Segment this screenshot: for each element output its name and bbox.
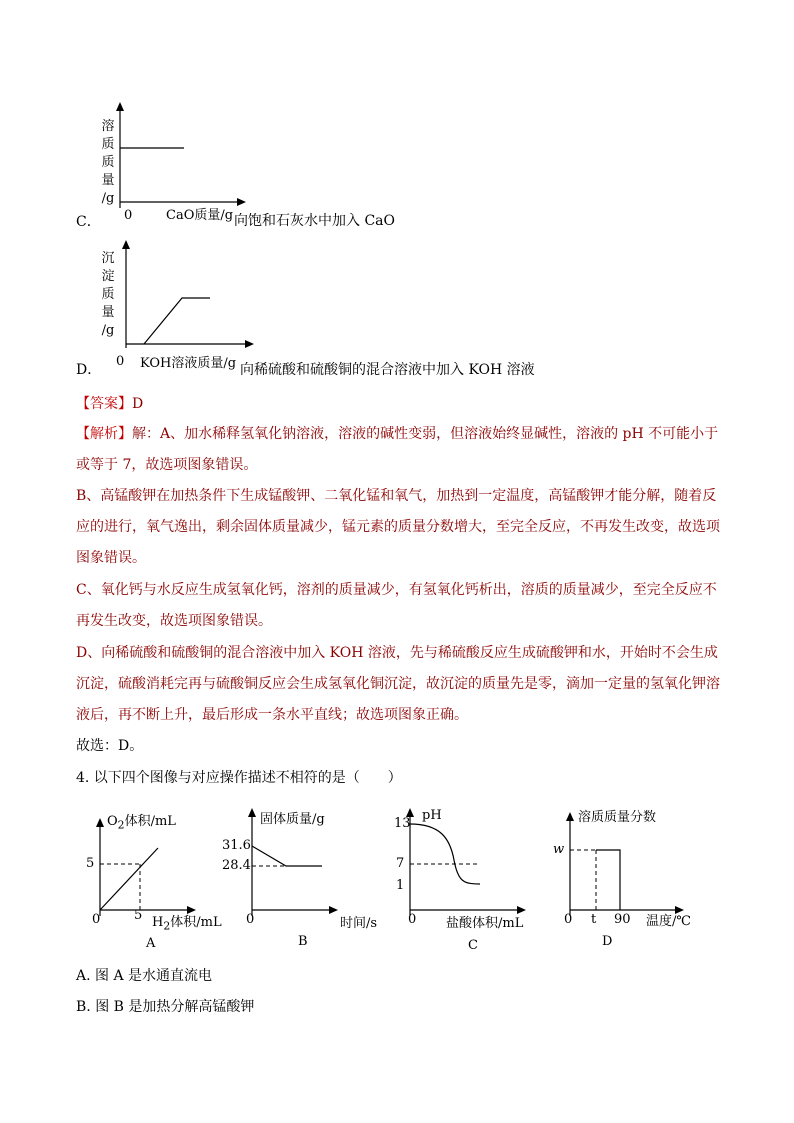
analysis-conclusion: 故选：D。 <box>76 738 144 754</box>
question-4-option-a: A. 图 A 是水通直流电 <box>76 968 213 984</box>
graph-c-caption: C <box>468 938 478 953</box>
graph-c-axes <box>400 808 530 918</box>
graph-c-ytick-7: 7 <box>396 856 405 871</box>
graph-b-ytick-high: 31.6 <box>222 838 251 853</box>
ylabel-char: 质 <box>101 137 115 152</box>
graph-a-xlabel <box>152 911 222 933</box>
answer-tag: 【答案】 <box>76 396 132 412</box>
y-axis-arrow <box>566 812 574 821</box>
ylabel-char: 沉 <box>101 251 115 266</box>
option-d-ylabel <box>100 250 116 340</box>
graph-d-ylabel: 溶质质量分数 <box>578 810 657 825</box>
xlabel-sub: 2 <box>163 919 171 933</box>
graph-a-ytick: 5 <box>86 856 95 871</box>
analysis-p1 <box>76 419 722 481</box>
answer-line <box>76 394 143 414</box>
y-axis-arrow <box>122 240 130 249</box>
ylabel-char: /g <box>101 191 115 206</box>
graph-a-xtick: 5 <box>134 908 143 923</box>
ylabel-rest: 体积/mL <box>124 814 176 829</box>
graph-b-ylabel: 固体质量/g <box>260 812 325 827</box>
question-4-option-b: B. 图 B 是加热分解高锰酸钾 <box>76 999 255 1015</box>
graph-d-caption: D <box>602 934 613 949</box>
option-c-label: C． <box>76 214 101 230</box>
ylabel-char: 质 <box>101 287 115 302</box>
graph-a-axes <box>90 818 200 918</box>
curve-line <box>252 846 322 866</box>
curve-line <box>144 298 210 344</box>
graph-c-origin: 0 <box>408 912 417 927</box>
x-axis-arrow <box>245 340 254 348</box>
x-axis-arrow <box>237 198 246 206</box>
x-axis-arrow <box>329 906 338 914</box>
curve-line <box>100 848 158 910</box>
graph-c-ylabel: pH <box>422 808 442 823</box>
analysis-p3: C、氧化钙与水反应生成氢氧化钙，溶剂的质量减少，有氢氧化钙析出，溶质的质量减少，至完全反应不再发生改变，故选项图象错误。 <box>76 582 717 629</box>
ylabel-char: 量 <box>101 173 115 188</box>
question-4-stem: 4. 以下四个图像与对应操作描述不相符的是（ ） <box>76 770 402 786</box>
answer-value: D <box>132 396 144 412</box>
option-c-desc: 向饱和石灰水中加入 CaO <box>234 213 395 229</box>
option-d-desc: 向稀硫酸和硫酸铜的混合溶液中加入 KOH 溶液 <box>240 362 535 378</box>
graph-d-xtick-t: t <box>591 912 597 927</box>
y-axis-arrow <box>96 818 104 827</box>
graph-d-ytick-w: w <box>553 842 565 857</box>
graph-d-axes <box>560 812 690 918</box>
analysis-tag: 【解析】 <box>76 426 132 442</box>
option-d-xlabel: KOH溶液质量/g <box>140 356 237 371</box>
graph-d-xtick-90: 90 <box>614 912 631 927</box>
xlabel-rest: 体积/mL <box>170 915 222 930</box>
graph-c-xlabel: 盐酸体积/mL <box>446 916 524 931</box>
option-c-xlabel: CaO质量/g <box>166 208 234 223</box>
graph-a-origin: 0 <box>92 912 101 927</box>
analysis-p1-text: 解：A、加水稀释氢氧化钠溶液，溶液的碱性变弱，但溶液始终显碱性，溶液的 pH 不可能小于或等于 7，故选项图象错误。 <box>76 426 719 473</box>
graph-a-caption: A <box>146 936 156 951</box>
option-d-origin: 0 <box>116 354 125 369</box>
option-d-label: D． <box>76 362 102 378</box>
graph-d-xlabel: 温度/℃ <box>646 914 691 929</box>
option-c-axes <box>110 100 250 210</box>
option-c-origin: 0 <box>124 208 133 223</box>
analysis-p2: B、高锰酸钾在加热条件下生成锰酸钾、二氧化锰和氧气，加热到一定温度，高锰酸钾才能分解，随着反应的进行，氧气逸出，剩余固体质量减少，锰元素的质量分数增大，至完全反应，不再发生改变，故选项图象错误。 <box>76 488 720 566</box>
graph-b-caption: B <box>298 934 308 949</box>
ylabel-char: 淀 <box>101 269 115 284</box>
curve-line <box>596 850 620 910</box>
ylabel-char: 溶 <box>101 119 115 134</box>
graph-b-ytick-low: 28.4 <box>222 858 251 873</box>
y-axis-arrow <box>116 102 124 111</box>
ylabel-main: O <box>107 814 118 829</box>
option-d-axes <box>118 238 258 350</box>
y-axis-arrow <box>248 808 256 817</box>
ylabel-char: /g <box>101 323 115 338</box>
analysis-p4: D、向稀硫酸和硫酸铜的混合溶液中加入 KOH 溶液，先与稀硫酸反应生成硫酸钾和水，开始时不会生成沉淀，硫酸消耗完再与硫酸铜反应会生成氢氧化铜沉淀，故沉淀的质量先是零，滴加一定量的氢氧化钾溶液后，再不断上升，最后形成一条水平直线；故选项图象正确。 <box>76 645 720 723</box>
graph-b-origin: 0 <box>246 912 255 927</box>
graph-c-ytick-1: 1 <box>396 878 405 893</box>
graph-d-origin: 0 <box>564 912 573 927</box>
ylabel-char: 量 <box>101 305 115 320</box>
curve-line <box>410 824 480 884</box>
ylabel-sub: 2 <box>117 818 125 832</box>
graph-b-xlabel: 时间/s <box>340 916 378 931</box>
ylabel-char: 质 <box>101 155 115 170</box>
graph-c-ytick-13: 13 <box>394 816 411 831</box>
graph-a-ylabel <box>107 810 176 832</box>
xlabel-main: H <box>152 915 164 930</box>
